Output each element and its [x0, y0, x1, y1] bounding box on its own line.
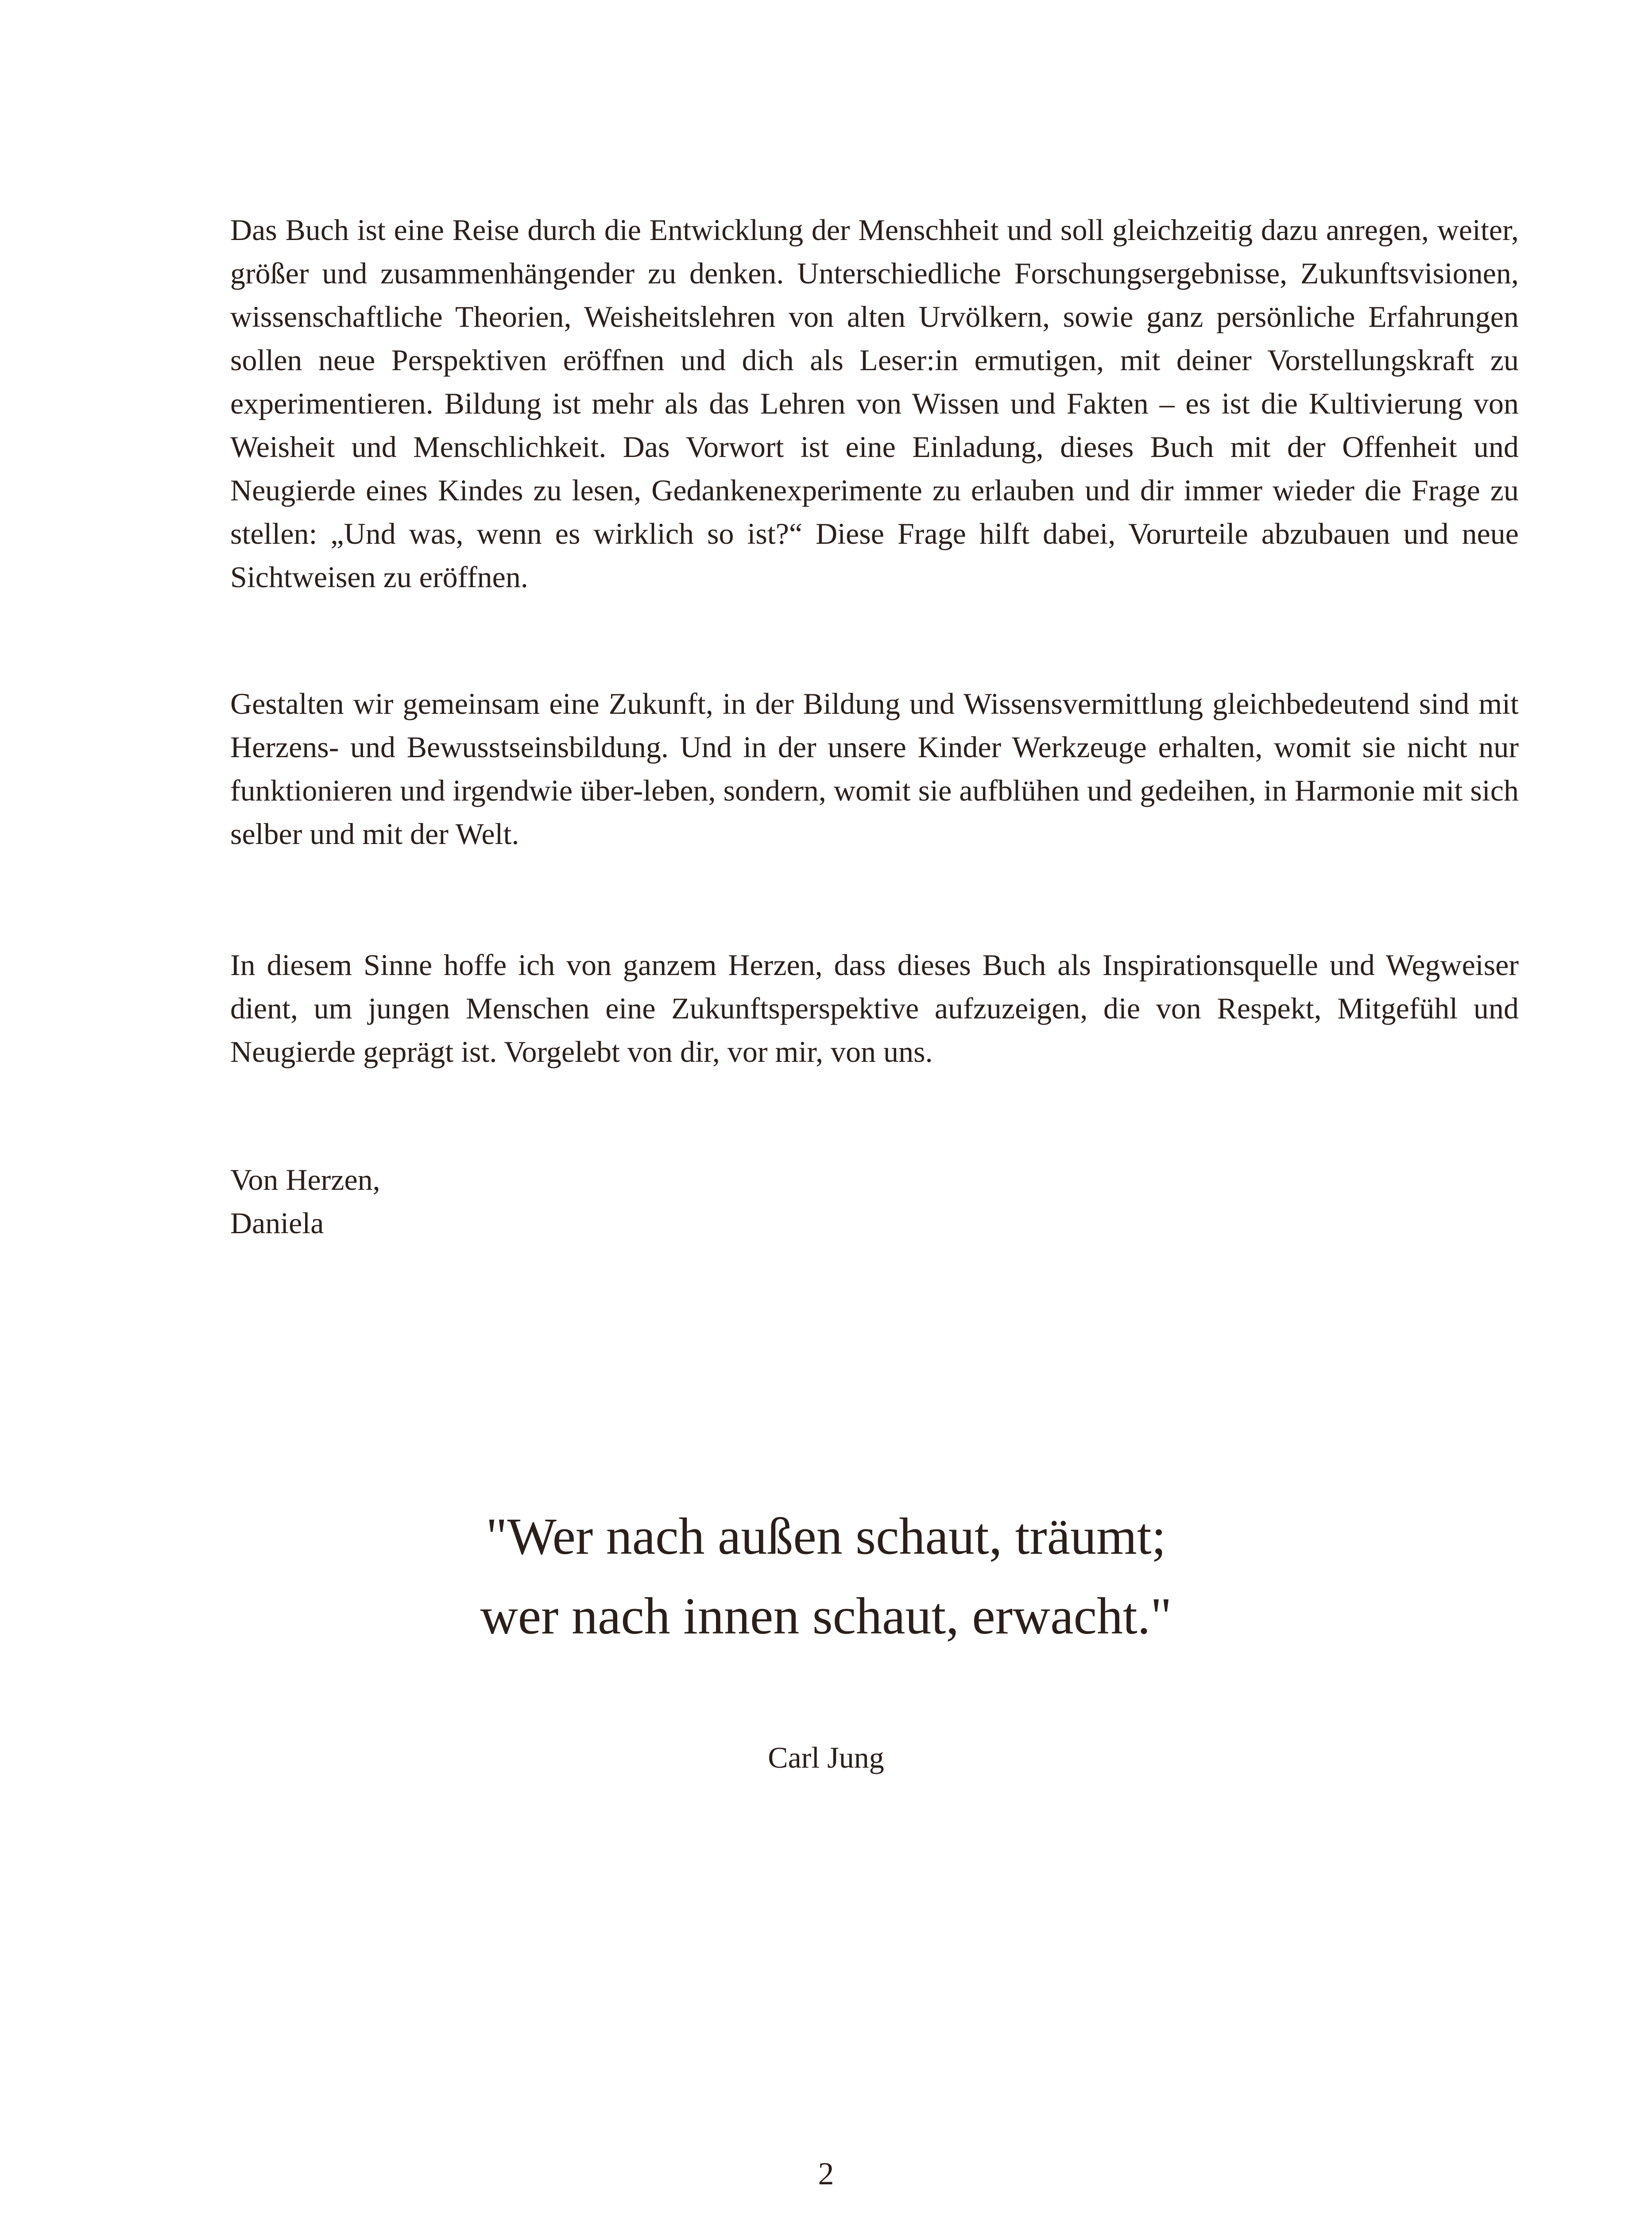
closing-greeting: Von Herzen,: [230, 1163, 380, 1196]
body-paragraph: In diesem Sinne hoffe ich von ganzem Herzen, dass dieses Buch als Inspirationsquelle und Wegweiser dient, um jungen Menschen eine Zukunftsperspektive aufzuzeigen, die von Respekt, Mitgefühl und Neugierde geprägt ist. Vorgelebt von dir, vor mir, von uns.: [230, 948, 1519, 1068]
quote-line: wer nach innen schaut, erwacht.": [480, 1587, 1172, 1645]
quote-line: "Wer nach außen schaut, träumt;: [486, 1507, 1166, 1565]
closing-signature: [230, 1158, 380, 1245]
quote: [0, 1497, 1652, 1656]
body-paragraph: Das Buch ist eine Reise durch die Entwicklung der Menschheit und soll gleichzeitig dazu anregen, weiter, größer und zusammenhängender zu denken. Unterschiedliche Forschungsergebnisse, Zukunftsvisionen, wissenschaftliche Theorien, Weisheitslehren von alten Urvölkern, sowie ganz persönliche Erfahrungen sollen neue Perspektiven eröffnen und dich als Leser:in ermutigen, mit deiner Vorstellungskraft zu experimentieren. Bildung ist mehr als das Lehren von Wissen und Fakten – es ist die Kultivierung von Weisheit und Menschlichkeit. Das Vorwort ist eine Einladung, dieses Buch mit der Offenheit und Neugierde eines Kindes zu lesen, Gedankenexperimente zu erlauben und dir immer wieder die Frage zu stellen: „Und was, wenn es wirklich so ist?“ Diese Frage hilft dabei, Vorurteile abzubauen und neue Sichtweisen zu eröffnen.: [230, 213, 1519, 594]
closing-name: Daniela: [230, 1206, 324, 1240]
quote-author: Carl Jung: [768, 1741, 884, 1774]
page-number: 2: [818, 2156, 834, 2191]
body-paragraph: Gestalten wir gemeinsam eine Zukunft, in der Bildung und Wissensvermittlung gleichbedeutend sind mit Herzens- und Bewusstseinsbildung. Und in der unsere Kinder Werkzeuge erhalten, womit sie nicht nur funktionieren und irgendwie über-leben, sondern, womit sie aufblühen und gedeihen, in Harmonie mit sich selber und mit der Welt.: [230, 687, 1519, 851]
